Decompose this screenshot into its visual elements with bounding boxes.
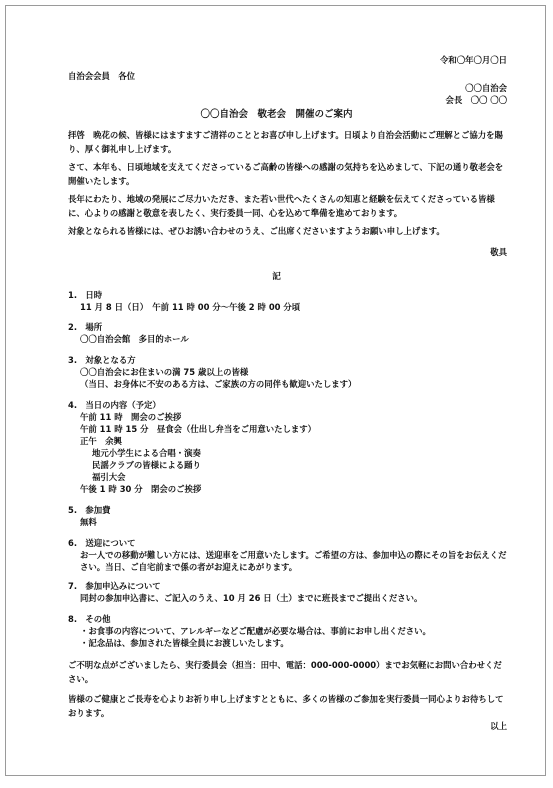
section-line: お一人での移動が難しい方には、送迎車をご用意いたします。ご希望の方は、参加申込の際にその旨をお伝えください。当日、ご自宅前まで係の者がお迎えにあがります。 — [80, 550, 507, 572]
program-subitem: 民謡クラブの皆様による踊り — [92, 460, 201, 470]
program-subitem: 福引大会 — [92, 472, 126, 482]
section-heading: 1. 日時 — [68, 290, 103, 300]
section-line: 無料 — [80, 517, 97, 527]
paragraph-final: 皆様のご健康とご長寿を心よりお祈り申し上げますとともに、多くの皆様のご参加を実行委員一同心よりお待ちしております。 — [68, 694, 504, 718]
section-line: ・記念品は、参加された皆様全員にお渡しいたします。 — [80, 638, 289, 648]
paragraph-invitation: 対象となられる皆様には、ぜひお誘い合わせのうえ、ご出席くださいますようお願い申し上げます。 — [68, 226, 445, 236]
organization-name: 〇〇自治会 — [465, 83, 507, 93]
section-line: 同封の参加申込書に、ご記入のうえ、10 月 26 日（土）までに班長までご提出ください。 — [80, 593, 423, 603]
section-line: 〇〇自治会館 多目的ホール — [80, 334, 189, 344]
section-heading: 4. 当日の内容（予定） — [68, 400, 161, 410]
section-line: 午前 11 時 15 分 昼食会（仕出し弁当をご用意いたします） — [80, 424, 316, 434]
document-page — [5, 5, 546, 776]
paragraph-gratitude: 長年にわたり、地域の発展にご尽力いただき、また若い世代へたくさんの知恵と経験を伝えてくださっている皆様に、心よりの感謝と敬意を表したく、実行委員一同、心を込めて準備を進めております。 — [68, 194, 495, 218]
section-line: 午後 1 時 30 分 閉会のご挨拶 — [80, 484, 202, 494]
addressee: 自治会会員 各位 — [68, 71, 135, 81]
section-heading: 6. 送迎について — [68, 538, 136, 548]
section-line: ・お食事の内容について、アレルギーなどご配慮が必要な場合は、事前にお申し出ください。 — [80, 626, 431, 636]
section-heading: 2. 場所 — [68, 322, 103, 332]
section-heading: 7. 参加申込みについて — [68, 581, 161, 591]
section-heading: 8. その他 — [68, 614, 111, 624]
closing-keigu: 敬具 — [490, 247, 507, 257]
paragraph-announcement: さて、本年も、日頃地域を支えてくださっているご高齢の皆様への感謝の気持ちを込めまして、下記の通り敬老会を開催いたします。 — [68, 162, 504, 186]
closing-ijou: 以上 — [490, 721, 507, 731]
paragraph-greeting: 拝啓 晩花の候、皆様にはますますご清祥のこととお喜び申し上げます。日頃より自治会活動にご理解とご協力を賜り、厚く御礼申し上げます。 — [68, 130, 503, 154]
date: 令和〇年〇月〇日 — [440, 55, 507, 65]
document-title: 〇〇自治会 敬老会 開催のご案内 — [200, 109, 353, 120]
section-line: 〇〇自治会にお住まいの満 75 歳以上の皆様 — [80, 367, 249, 377]
section-line: （当日、お身体に不安のある方は、ご家族の方の同伴も歓迎いたします） — [80, 379, 357, 389]
chairperson-name: 会長 〇〇 〇〇 — [445, 95, 507, 105]
ki-heading: 記 — [272, 272, 281, 282]
section-heading: 5. 参加費 — [68, 505, 111, 515]
section-heading: 3. 対象となる方 — [68, 355, 136, 365]
paragraph-contact: ご不明な点がございましたら、実行委員会（担当：田中、電話：000-000-0000）までお気軽にお問い合わせください。 — [68, 660, 502, 684]
section-line: 午前 11 時 開会のご挨拶 — [80, 412, 182, 422]
section-line: 正午 余興 — [80, 436, 122, 446]
program-subitem: 地元小学生による合唱・演奏 — [92, 448, 201, 458]
section-line: 11 月 8 日（日） 午前 11 時 00 分～午後 2 時 00 分頃 — [80, 302, 301, 312]
